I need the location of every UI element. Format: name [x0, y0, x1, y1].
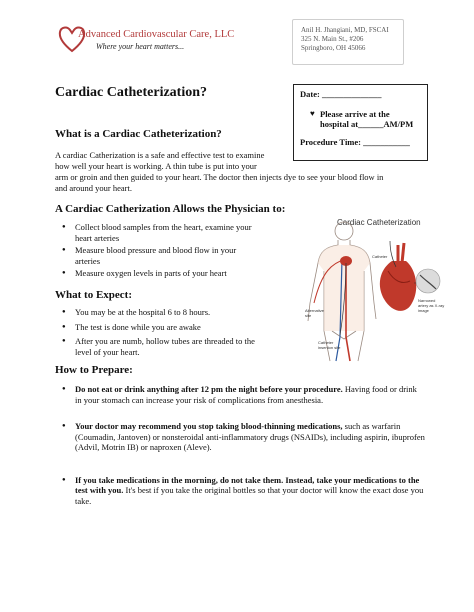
- doctor-address-2: Springboro, OH 45066: [301, 44, 366, 52]
- procedure-time-field: Procedure Time: ___________: [300, 137, 410, 147]
- list-item: ● After you are numb, hollow tubes are threaded to the level of your heart.: [55, 336, 295, 357]
- heart-bullet-icon: ♥: [310, 109, 315, 118]
- doctor-address-1: 325 N. Main St., #206: [301, 35, 364, 43]
- doctor-card: [292, 19, 404, 65]
- page-title: Cardiac Catheterization?: [55, 85, 208, 100]
- logo-tagline: Where your heart matters...: [96, 42, 185, 51]
- what-is-line-2: how well your heart is working. A thin tube is put into your: [55, 161, 257, 171]
- label-alternative-site: Alternative site: [305, 308, 324, 318]
- list-item: ● Collect blood samples from the heart, examine your heart arteries: [55, 222, 295, 243]
- prepare-heading: How to Prepare:: [55, 364, 133, 376]
- label-insertion-site: Catheter insertion site: [318, 340, 341, 350]
- what-is-line-4: and around your heart.: [55, 183, 132, 193]
- allows-heading: A Cardiac Catherization Allows the Physician to:: [55, 203, 286, 215]
- what-is-line-3: arm or groin and then guided to your heart. The doctor then injects dye to see your blood flow in: [55, 172, 384, 182]
- doctor-name: Anil H. Jhangiani, MD, FSCAI: [301, 26, 389, 34]
- list-item: ● Your doctor may recommend you stop taking blood-thinning medications, such as warfarin (Coumadin, Jantoven) or nonsteroidal anti-inflammatory drugs (NSAIDs), including aspirin, ibuprofen (Advil, Motrin IB) or naproxen (Aleve).: [55, 421, 425, 453]
- arrive-line-2: hospital at______AM/PM: [320, 119, 414, 129]
- heart-closeup: [380, 241, 416, 311]
- expect-heading: What to Expect:: [55, 289, 132, 301]
- logo-name: Advanced Cardiovascular Care, LLC: [78, 29, 235, 40]
- label-narrowed-artery: Narrowed artery as X-ray image: [418, 298, 445, 313]
- label-catheter: Catheter: [372, 254, 388, 259]
- what-is-heading: What is a Cardiac Catheterization?: [55, 128, 222, 140]
- allows-list: [55, 222, 295, 279]
- illustration-title: Cardiac Catheterization: [337, 218, 421, 227]
- xray-inset: [414, 269, 440, 293]
- what-is-body: [55, 150, 415, 194]
- arrive-line-1: Please arrive at the: [320, 109, 390, 119]
- list-item: ● Measure oxygen levels in parts of your heart: [55, 268, 295, 279]
- arrive-block: [300, 109, 421, 129]
- list-item: ● You may be at the hospital 6 to 8 hours.: [55, 307, 295, 318]
- prepare-list: [55, 384, 425, 506]
- list-item: ● The test is done while you are awake: [55, 322, 295, 333]
- date-field: Date: ______________: [300, 89, 382, 99]
- expect-list: [55, 307, 295, 357]
- list-item: ● Do not eat or drink anything after 12 pm the night before your procedure. Having food or drink in your stomach can increase your risk of complications from anesthesia.: [55, 384, 425, 405]
- what-is-line-1: A cardiac Catherization is a safe and effective test to examine: [55, 150, 265, 160]
- list-item: ● If you take medications in the morning, do not take them. Instead, take your medications to the test with you. It's best if you take the original bottles so that your doctor will know the exact dose you take.: [55, 475, 425, 507]
- list-item: ● Measure blood pressure and blood flow in your arteries: [55, 245, 295, 266]
